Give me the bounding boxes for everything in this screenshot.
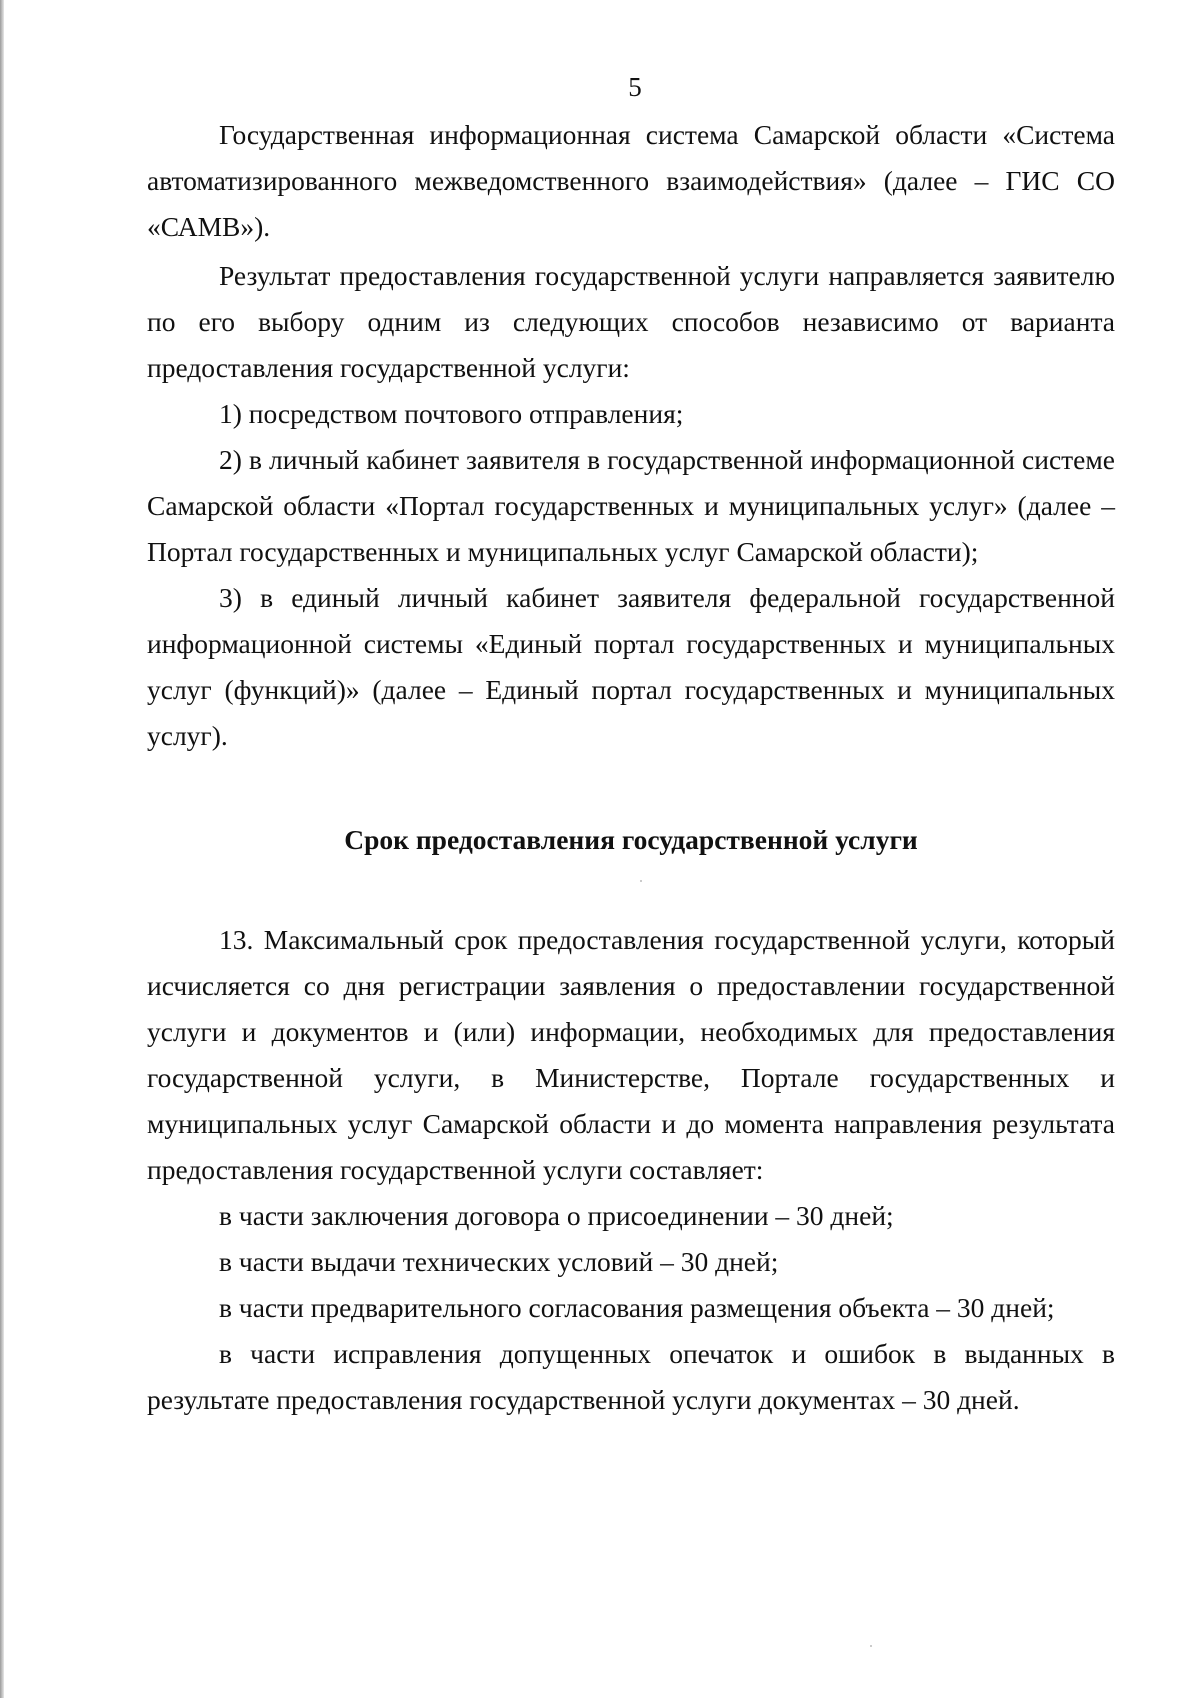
section-heading: Срок предоставления государственной услуги xyxy=(344,824,918,855)
list-item-federal-portal: 3) в единый личный кабинет заявителя федеральной государственной информационной системы «Единый портал государственных и муниципальных услуг (функций)» (далее – Единый портал государственных и муниципальных услуг). xyxy=(147,582,1115,751)
paragraph-max-term: 13. Максимальный срок предоставления государственной услуги, который исчисляется со дня регистрации заявления о предоставлении государственной услуги и документов и (или) информации, необходимых для предоставления государственной услуги, в Министерстве, Портале государственных и муниципальных услуг Самарской области и до момента направления результата предоставления государственной услуги составляет: xyxy=(147,924,1115,1185)
list-item-postal: 1) посредством почтового отправления; xyxy=(219,398,684,429)
scan-speck xyxy=(640,880,642,882)
document-body xyxy=(147,112,1115,1423)
scan-edge xyxy=(0,0,4,1698)
list-item-term-technical-conditions: в части выдачи технических условий – 30 дней; xyxy=(219,1246,779,1277)
paragraph-gis-samv: Государственная информационная система Самарской области «Система автоматизированного межведомственного взаимодействия» (далее – ГИС СО «САМВ»). xyxy=(147,119,1115,242)
list-item-term-error-correction: в части исправления допущенных опечаток и ошибок в выданных в результате предоставления государственной услуги документах – 30 дней. xyxy=(147,1338,1115,1415)
page-number: 5 xyxy=(628,72,642,102)
paragraph-result-delivery: Результат предоставления государственной услуги направляется заявителю по его выбору одним из следующих способов независимо от варианта предоставления государственной услуги: xyxy=(147,260,1115,383)
list-item-term-contract: в части заключения договора о присоединении – 30 дней; xyxy=(219,1200,894,1231)
scan-speck xyxy=(870,1645,872,1647)
list-item-term-placement-approval: в части предварительного согласования размещения объекта – 30 дней; xyxy=(219,1292,1055,1323)
list-item-regional-portal: 2) в личный кабинет заявителя в государственной информационной системе Самарской области «Портал государственных и муниципальных услуг» (далее – Портал государственных и муниципальных услуг Самарской области); xyxy=(147,444,1115,567)
